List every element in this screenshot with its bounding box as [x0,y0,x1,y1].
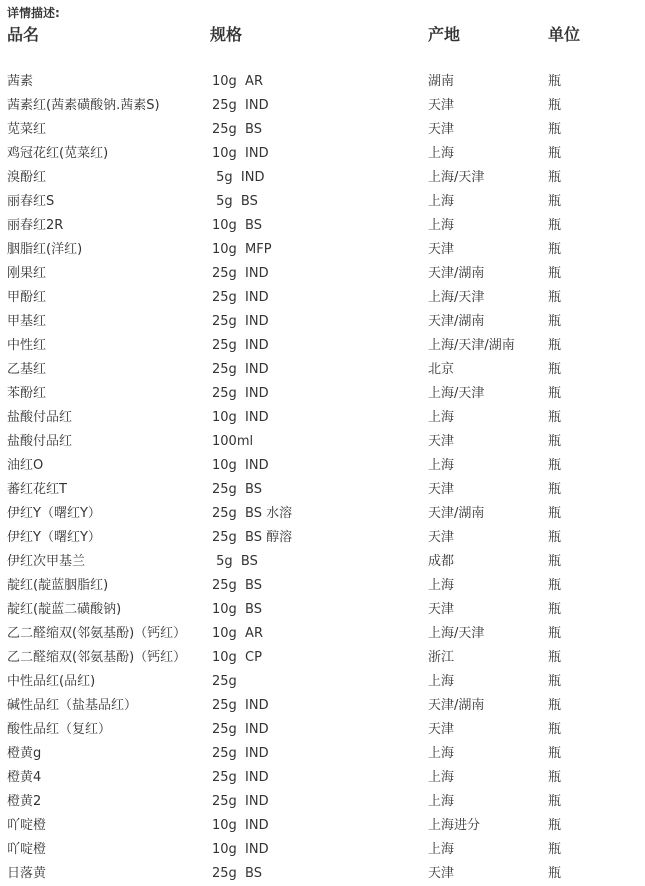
cell-unit: 瓶 [548,818,562,833]
cell-name: 乙二醛缩双(邻氨基酚)（钙红） [7,650,187,665]
table-row [0,526,645,550]
cell-name: 甲基红 [7,314,47,329]
table-row [0,574,645,598]
cell-origin: 上海 [428,674,455,689]
cell-unit: 瓶 [548,146,562,161]
cell-name: 中性红 [7,338,47,353]
cell-unit: 瓶 [548,362,562,377]
cell-unit: 瓶 [548,434,562,449]
cell-name: 甲酚红 [7,290,47,305]
cell-spec: 10g IND [212,410,269,425]
cell-unit: 瓶 [548,290,562,305]
cell-name: 丽春红2R [7,218,64,233]
cell-origin: 上海 [428,746,455,761]
cell-name: 靛红(靛蓝胭脂红) [7,578,109,593]
cell-unit: 瓶 [548,314,562,329]
cell-name: 胭脂红(洋红) [7,242,83,257]
cell-origin: 天津 [428,722,455,737]
table-row [0,238,645,262]
cell-spec: 25g IND [212,290,269,305]
cell-spec: 25g BS 醇溶 [212,530,293,545]
cell-origin: 天津 [428,866,455,881]
cell-name: 茜素红(茜素磺酸钠.茜素S) [7,98,160,113]
cell-spec: 10g IND [212,458,269,473]
cell-unit: 瓶 [548,842,562,857]
cell-spec: 10g IND [212,146,269,161]
table-row [0,550,645,574]
cell-unit: 瓶 [548,458,562,473]
cell-name: 苋菜红 [7,122,47,137]
table-row [0,814,645,838]
cell-unit: 瓶 [548,578,562,593]
cell-origin: 上海/天津 [428,626,485,641]
table-row [0,118,645,142]
cell-origin: 天津 [428,122,455,137]
cell-origin: 上海 [428,770,455,785]
cell-origin: 天津 [428,602,455,617]
table-row [0,406,645,430]
cell-unit: 瓶 [548,698,562,713]
cell-origin: 上海 [428,578,455,593]
cell-unit: 瓶 [548,554,562,569]
cell-unit: 瓶 [548,218,562,233]
cell-origin: 湖南 [428,74,455,89]
cell-spec: 10g AR [212,626,263,641]
cell-spec: 10g BS [212,218,263,233]
cell-name: 吖啶橙 [7,818,47,833]
cell-name: 吖啶橙 [7,842,47,857]
product-table [0,70,645,886]
cell-unit: 瓶 [548,266,562,281]
table-row [0,94,645,118]
table-row [0,790,645,814]
cell-origin: 天津/湖南 [428,506,485,521]
table-row [0,694,645,718]
cell-spec: 10g CP [212,650,262,665]
cell-origin: 天津 [428,482,455,497]
cell-unit: 瓶 [548,170,562,185]
cell-spec: 25g IND [212,386,269,401]
cell-spec: 25g BS 水溶 [212,506,293,521]
cell-unit: 瓶 [548,506,562,521]
cell-unit: 瓶 [548,650,562,665]
cell-origin: 天津/湖南 [428,266,485,281]
cell-name: 盐酸付品红 [7,410,73,425]
cell-spec: 5g IND [212,170,265,185]
table-row [0,430,645,454]
cell-spec: 10g IND [212,842,269,857]
cell-name: 乙二醛缩双(邻氨基酚)（钙红） [7,626,187,641]
cell-name: 鸡冠花红(苋菜红) [7,146,109,161]
cell-origin: 上海/天津 [428,170,485,185]
cell-unit: 瓶 [548,242,562,257]
cell-name: 日落黄 [7,866,47,881]
cell-unit: 瓶 [548,122,562,137]
table-row [0,166,645,190]
cell-origin: 上海进分 [428,818,481,833]
cell-unit: 瓶 [548,386,562,401]
cell-origin: 天津 [428,242,455,257]
cell-origin: 上海 [428,842,455,857]
header-unit: 单位 [548,25,581,44]
cell-name: 盐酸付品红 [7,434,73,449]
cell-unit: 瓶 [548,674,562,689]
cell-origin: 天津/湖南 [428,698,485,713]
cell-unit: 瓶 [548,98,562,113]
cell-name: 蕃红花红T [7,482,67,497]
cell-unit: 瓶 [548,722,562,737]
cell-name: 橙黄4 [7,770,42,785]
cell-spec: 25g BS [212,122,263,137]
cell-name: 伊红Y（曙红Y） [7,506,101,521]
cell-unit: 瓶 [548,794,562,809]
cell-spec: 25g IND [212,698,269,713]
cell-spec: 25g [212,674,237,689]
table-row [0,190,645,214]
cell-unit: 瓶 [548,770,562,785]
cell-name: 酸性品红（复红） [7,722,112,737]
table-header [0,22,645,48]
cell-origin: 上海 [428,218,455,233]
cell-spec: 25g BS [212,482,263,497]
cell-unit: 瓶 [548,866,562,881]
cell-spec: 100ml [212,434,254,449]
cell-spec: 10g MFP [212,242,272,257]
cell-name: 苯酚红 [7,386,47,401]
cell-spec: 10g IND [212,818,269,833]
cell-name: 乙基红 [7,362,47,377]
cell-name: 溴酚红 [7,170,47,185]
cell-origin: 上海/天津 [428,290,485,305]
cell-unit: 瓶 [548,626,562,641]
cell-origin: 天津 [428,530,455,545]
cell-name: 伊红次甲基兰 [7,554,86,569]
table-row [0,262,645,286]
table-row [0,862,645,886]
cell-spec: 25g IND [212,338,269,353]
table-row [0,454,645,478]
cell-origin: 上海 [428,410,455,425]
cell-unit: 瓶 [548,410,562,425]
cell-origin: 天津 [428,434,455,449]
cell-name: 伊红Y（曙红Y） [7,530,101,545]
cell-unit: 瓶 [548,746,562,761]
table-row [0,382,645,406]
cell-spec: 25g BS [212,866,263,881]
cell-origin: 上海 [428,794,455,809]
cell-unit: 瓶 [548,602,562,617]
cell-origin: 上海/天津 [428,386,485,401]
cell-name: 丽春红S [7,194,55,209]
cell-spec: 5g BS [212,554,258,569]
cell-unit: 瓶 [548,482,562,497]
cell-spec: 25g IND [212,770,269,785]
table-row [0,838,645,862]
cell-unit: 瓶 [548,194,562,209]
cell-spec: 25g IND [212,266,269,281]
table-row [0,310,645,334]
cell-origin: 北京 [428,362,455,377]
cell-spec: 10g AR [212,74,263,89]
cell-unit: 瓶 [548,530,562,545]
header-origin: 产地 [428,25,461,44]
cell-spec: 25g BS [212,578,263,593]
table-row [0,334,645,358]
cell-name: 靛红(靛蓝二磺酸钠) [7,602,122,617]
cell-name: 茜素 [7,74,34,89]
table-row [0,214,645,238]
table-row [0,766,645,790]
cell-spec: 25g IND [212,794,269,809]
cell-spec: 25g IND [212,362,269,377]
cell-spec: 25g IND [212,98,269,113]
cell-spec: 25g IND [212,746,269,761]
cell-name: 碱性品红（盐基品红） [7,698,138,713]
table-row [0,70,645,94]
section-title: 详情描述: [7,6,60,20]
table-row [0,358,645,382]
cell-spec: 25g IND [212,722,269,737]
table-row [0,598,645,622]
cell-name: 油红O [7,458,44,473]
cell-origin: 成都 [428,554,455,569]
header-spec: 规格 [210,25,243,44]
cell-origin: 天津 [428,98,455,113]
cell-origin: 上海 [428,458,455,473]
cell-name: 橙黄2 [7,794,42,809]
cell-origin: 上海/天津/湖南 [428,338,515,353]
cell-name: 中性品红(品红) [7,674,96,689]
table-row [0,286,645,310]
cell-name: 橙黄g [7,746,42,761]
cell-origin: 天津/湖南 [428,314,485,329]
header-name: 品名 [7,25,40,44]
table-row [0,742,645,766]
table-row [0,646,645,670]
cell-spec: 10g BS [212,602,263,617]
table-row [0,142,645,166]
cell-unit: 瓶 [548,74,562,89]
cell-name: 刚果红 [7,266,47,281]
table-row [0,670,645,694]
table-row [0,718,645,742]
cell-origin: 上海 [428,146,455,161]
cell-spec: 5g BS [212,194,258,209]
cell-origin: 浙江 [428,650,455,665]
table-row [0,502,645,526]
cell-unit: 瓶 [548,338,562,353]
table-row [0,622,645,646]
cell-origin: 上海 [428,194,455,209]
table-row [0,478,645,502]
cell-spec: 25g IND [212,314,269,329]
